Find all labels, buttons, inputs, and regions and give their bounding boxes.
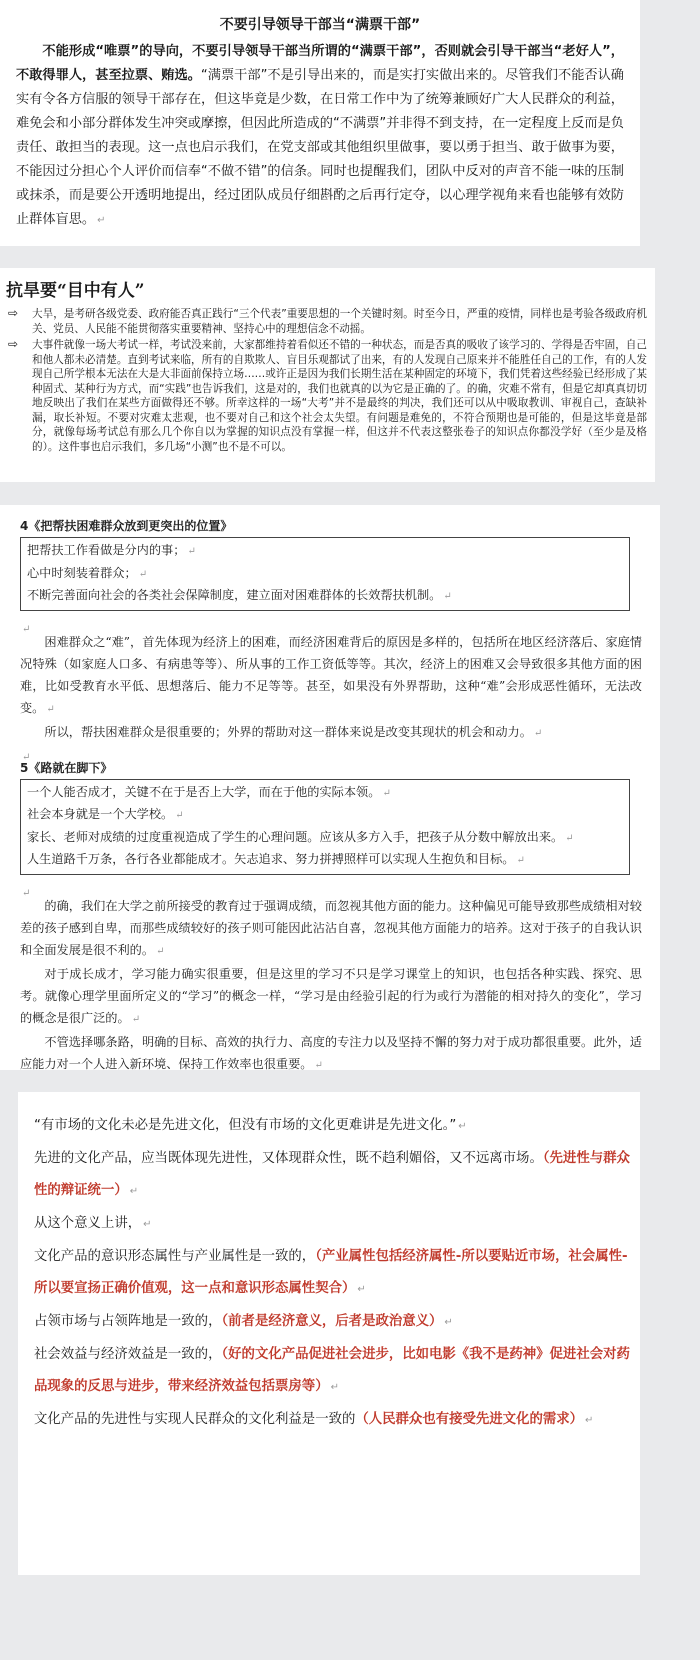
culture-notes	[18, 1092, 640, 1575]
list-item: ⇨ 大旱，是考研各级党委、政府能否真正践行“三个代表”重要思想的一个关键时刻。时至今日，严重的疫情，同样也是考验各级政府机关、党员、人民能不能贯彻落实重要精神、坚持心中的理想信念不动摇。	[8, 306, 647, 335]
box-line: 不断完善面向社会的各类社会保障制度，建立面对困难群体的长效帮扶机制。 ↵	[27, 588, 452, 602]
annotation: （前者是经济意义，后者是政治意义）	[221, 1314, 443, 1329]
box-line: 把帮扶工作看做是分内的事； ↵	[27, 543, 196, 557]
article-title: 抗旱要“目中有人”	[6, 281, 145, 301]
paragraph: 对于成长成才，学习能力确实很重要，但是这里的学习不只是学习课堂上的知识，也包括各种实践、探究、思考。就像心理学里面所定义的“学习”的概念一样，“学习是由经验引起的行为或行为潜能的相对持久的变化”，学习的概念是很广泛的。 ↵	[20, 966, 642, 1025]
article-leading-cadres	[0, 0, 640, 246]
note-line: 社会效益与经济效益是一致的，（好的文化产品促进社会进步，比如电影《我不是药神》促进社会对药品现象的反思与进步，带来经济效益包括票房等） ↵	[34, 1347, 630, 1394]
note-line: 文化产品的先进性与实现人民群众的文化利益是一致的（人民群众也有接受先进文化的需求） ↵	[34, 1412, 594, 1427]
annotation: （人民群众也有接受先进文化的需求）	[355, 1412, 584, 1427]
box-line: 心中时刻装着群众； ↵	[27, 565, 148, 580]
box-line: 家长、老师对成绩的过度重视造成了学生的心理问题。应该从多方入手，把孩子从分数中解放出来。 ↵	[27, 829, 574, 844]
paragraph: 困难群众之“难”，首先体现为经济上的困难，而经济困难背后的原因是多样的，包括所在地区经济落后、家庭情况特殊（如家庭人口多、有病患等等）、所从事的工作工资低等等。其次，经济上的困难又会导致很多其他方面的困难，比如受教育水平低、思想落后、能力不足等等。甚至，如果没有外界帮助，这种“难”会形成恶性循环，无法改变。 ↵	[20, 634, 642, 715]
article-title: 不要引导领导干部当“满票干部”	[219, 17, 421, 33]
note-line: 先进的文化产品，应当既体现先进性，又体现群众性，既不趋利媚俗，又不远离市场。（先进性与群众性的辩证统一） ↵	[34, 1151, 630, 1198]
annotation: （先进性与群众性的辩证统一）	[34, 1151, 630, 1198]
summary-box	[20, 537, 630, 611]
annotation: （产业属性包括经济属性-所以要贴近市场，社会属性-所以要宣扬正确价值观，这一点和意识形态属性契合）	[34, 1249, 628, 1296]
paragraph: 的确，我们在大学之前所接受的教育过于强调成绩，而忽视其他方面的能力。这种偏见可能导致那些成绩相对较差的孩子感到自卑，而那些成绩较好的孩子则可能因此沾沾自喜，忽视其他方面能力的培养。这对于孩子的自我认识和全面发展是很不利的。 ↵	[20, 898, 642, 957]
section-heading: 5《路就在脚下》	[20, 760, 113, 775]
section-heading: 4《把帮扶困难群众放到更突出的位置》	[20, 519, 233, 533]
note-line: 占领市场与占领阵地是一致的，（前者是经济意义，后者是政治意义） ↵	[34, 1314, 453, 1329]
note-line: “有市场的文化未必是先进文化，但没有市场的文化更难讲是先进文化。” ↵	[34, 1118, 467, 1133]
box-line: 社会本身就是一个大学校。 ↵	[27, 807, 184, 821]
paragraph: 所以，帮扶困难群众是很重要的；外界的帮助对这一群体来说是改变其现状的机会和动力。 ↵	[44, 724, 543, 739]
bold-lead: 不能形成“唯票”的导向，不要引导领导干部当所谓的“满票干部”，否则就会引导干部当“老好人”，不敢得罪人，甚至拉票、贿选。	[16, 44, 624, 83]
box-line: 一个人能否成才，关键不在于是否上大学，而在于他的实际本领。 ↵	[27, 784, 391, 799]
annotation: （好的文化产品促进社会进步，比如电影《我不是药神》促进社会对药品现象的反思与进步，带来经济效益包括票房等）	[34, 1347, 630, 1394]
notes-document: 4《把帮扶困难群众放到更突出的位置》 把帮扶工作看做是分内的事； ↵ 心中时刻装着群众； ↵ 不断完善面向社会的各类社会保障制度，建立面对困难群体的长效帮扶机制。 ↵ ↵ 困难群众之“难”，首先体现为经济上的困难，而经济困难背后的原因是多样的，包括所在地区经济落后、家庭情况特殊（如家庭人口多、有病患等等）、所从事的工作工资低等等。其次，经济上的困难又会导致很多其他方面的困难，比如受教育水平低、思想落后、能力不足等等。甚至，如果没有外界帮助，这种“难”会形成恶性循环，无法改变。 ↵ 所以，帮扶困难群众是很重要的；外界的帮助对这一群体来说是改变其现状的机会和动力。 ↵ ↵ 5《路就在脚下》 一个人能否成才，关键不在于是否上大学，而在于他的实际本领。 ↵ 社会本身就是一个大学校。 ↵ 家长、老师对成绩的过度重视造成了学生的心理问题。应该从多方入手，把孩子从分数中解放出来。 ↵ 人生道路千万条，各行各业都能成才。矢志追求、努力拼搏照样可以实现人生抱负和目标。 ↵ ↵ 的确，我们在大学之前所接受的教育过于强调成绩，而忽视其他方面的能力。这种偏见可能导致那些成绩相对较差的孩子感到自卑，而那些成绩较好的孩子则可能因此沾沾自喜，忽视其他方面能力的培养。这对于孩子的自我认识和全面发展是很不利的。 ↵ 对于成长成才，学习能力确实很重要，但是这里的学习不只是学习课堂上的知识，也包括各种实践、探究、思考。就像心理学里面所定义的“学习”的概念一样，“学习是由经验引起的行为或行为潜能的相对持久的变化”，学习的概念是很广泛的。 ↵ 不管选择哪条路，明确的目标、高效的执行力、高度的专注力以及坚持不懈的努力对于成功都很重要。此外，适应能力对一个人进入新环境、保持工作效率也很重要。 ↵	[0, 505, 660, 1070]
paragraph: 不管选择哪条路，明确的目标、高效的执行力、高度的专注力以及坚持不懈的努力对于成功都很重要。此外，适应能力对一个人进入新环境、保持工作效率也很重要。 ↵	[20, 1034, 642, 1071]
box-line: 人生道路千万条，各行各业都能成才。矢志追求、努力拼搏照样可以实现人生抱负和目标。 ↵	[27, 852, 525, 866]
note-line: 从这个意义上讲， ↵	[34, 1216, 152, 1231]
article-body: 不能形成“唯票”的导向，不要引导领导干部当所谓的“满票干部”，否则就会引导干部当“老好人”，不敢得罪人，甚至拉票、贿选。“满票干部”不是引导出来的，而是实打实做出来的。尽管我们不能否认确实有令各方信服的领导干部存在，但这毕竟是少数，在日常工作中为了统筹兼顾好广大人民群众的利益，难免会和小部分群体发生冲突或摩擦，但因此所造成的“不满票”并非得不到支持，在一定程度上反而是负责任、敢担当的表现。这一点也启示我们，在党支部或其他组织里做事，要以勇于担当、敢于做事为要，不能因过分担心个人评价而信奉“不做不错”的信条。同时也提醒我们，团队中反对的声音不能一味的压制或抹杀，而是要公开透明地提出，经过团队成员仔细斟酌之后再行定夺，以心理学视角来看也能够有效防止群体盲思。 ↵	[16, 44, 624, 227]
arrow-bullet-icon: ⇨	[8, 337, 19, 351]
article-drought	[0, 268, 655, 482]
arrow-bullet-icon: ⇨	[8, 306, 19, 320]
list-item: ⇨ 大事件就像一场大考试一样，考试没来前，大家都维持着看似还不错的一种状态，而是否真的吸收了该学习的、学得是否牢固，自己和他人都未必清楚。直到考试来临，所有的自欺欺人、盲目乐观都试了出来，有的人发现自己原来并不能胜任自己的工作，有的人发现自己所学根本无法在大是大非面前保持立场……或许正是因为我们长期生活在某种固定的环境下，我们凭着这些经验已经形成了某种固式、某种行为方式，而“实践”也告诉我们，这是对的，我们也就真的以为它是正确的了。的确，灾难不常有，但是它却真真切切地反映出了我们在某些方面做得还不够。所幸这样的一场“大考”并不是最终的判决，我们还可以从中吸取教训、审视自己，查缺补漏，取长补短。不要对灾难太悲观，也不要对自己和这个社会太失望。有问题是难免的，不符合预期也是可能的，但是这毕竟是部分，就像每场考试总有那么几个你自以为掌握的知识点没有掌握一样，但这并不代表这整张卷子的知识点你都没学好（至少是及格的）。这件事也启示我们，多几场“小测”也不是不可以。	[8, 337, 647, 453]
body-text: “满票干部”不是引导出来的，而是实打实做出来的。尽管我们不能否认确实有令各方信服的领导干部存在，但这毕竟是少数，在日常工作中为了统筹兼顾好广大人民群众的利益，难免会和小部分群体发生冲突或摩擦，但因此所造成的“不满票”并非得不到支持，在一定程度上反而是负责任、敢担当的表现。这一点也启示我们，在党支部或其他组织里做事，要以勇于担当、敢于做事为要，不能因过分担心个人评价而信奉“不做不错”的信条。同时也提醒我们，团队中反对的声音不能一味的压制或抹杀，而是要公开透明地提出，经过团队成员仔细斟酌之后再行定夺，以心理学视角来看也能够有效防止群体盲思。	[16, 68, 624, 227]
summary-box	[20, 779, 630, 875]
note-line: 文化产品的意识形态属性与产业属性是一致的，（产业属性包括经济属性-所以要贴近市场，社会属性-所以要宣扬正确价值观，这一点和意识形态属性契合） ↵	[34, 1249, 628, 1296]
bullet-list	[6, 307, 647, 454]
